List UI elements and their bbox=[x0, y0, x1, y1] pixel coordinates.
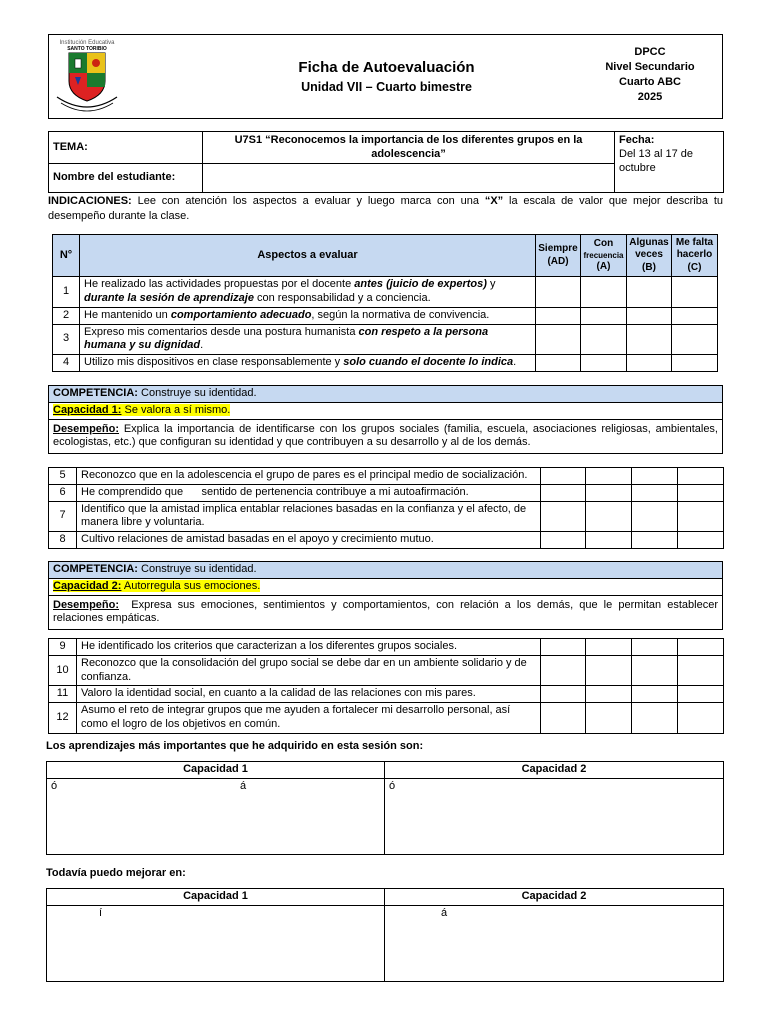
mark-cell-c[interactable] bbox=[678, 686, 724, 703]
row-text-part: con responsabilidad y a conciencia. bbox=[253, 291, 431, 304]
fecha-label: Fecha: bbox=[619, 134, 655, 146]
mark-cell-a[interactable] bbox=[586, 468, 632, 485]
row-text-part: y bbox=[486, 278, 496, 290]
capacidad-2-row bbox=[49, 578, 723, 595]
evaluation-table-1 bbox=[52, 234, 718, 372]
mejorar-cap2-text-a: á bbox=[441, 906, 448, 919]
competencia-label: COMPETENCIA: bbox=[53, 387, 138, 399]
aprendizajes-cap2-input[interactable] bbox=[385, 778, 724, 854]
mejorar-cap2-input[interactable] bbox=[385, 905, 724, 981]
mark-cell-b[interactable] bbox=[632, 468, 678, 485]
mark-cell-ad[interactable] bbox=[536, 324, 581, 355]
mark-cell-c[interactable] bbox=[672, 324, 718, 355]
mark-cell-c[interactable] bbox=[672, 307, 718, 324]
row-number: 2 bbox=[53, 307, 80, 324]
aprendizajes-cap1-text-b: á bbox=[240, 779, 247, 792]
table-header-row bbox=[53, 235, 718, 277]
row-number: 7 bbox=[49, 501, 77, 532]
capacidad-label: Capacidad 1: bbox=[53, 403, 122, 416]
mark-cell-a[interactable] bbox=[581, 324, 627, 355]
col-siempre-header bbox=[536, 235, 581, 277]
mark-cell-c[interactable] bbox=[678, 532, 724, 549]
row-number: 5 bbox=[49, 468, 77, 485]
row-text-emph: solo cuando el docente lo indica bbox=[343, 356, 514, 369]
con-code: (A) bbox=[596, 260, 611, 272]
mark-cell-b[interactable] bbox=[632, 532, 678, 549]
mejorar-cap1-header: Capacidad 1 bbox=[47, 889, 385, 906]
table-row bbox=[49, 484, 724, 501]
table-row bbox=[53, 307, 718, 324]
table-row bbox=[53, 324, 718, 355]
table-row bbox=[49, 468, 724, 485]
mark-cell-c[interactable] bbox=[678, 468, 724, 485]
page-subtitle: Unidad VII – Cuarto bimestre bbox=[301, 80, 472, 94]
course-org: DPCC bbox=[634, 46, 666, 58]
evaluation-table-2 bbox=[48, 467, 724, 549]
desempeno-text: Explica la importancia de identificarse con los grupos sociales (familia, escuela, asociaciones religiosas, ambientales, ecologistas, etc.) que configuran su identidad y que contribuyen a su desarrollo y al de los demás. bbox=[53, 422, 718, 449]
col-num-header: N° bbox=[53, 235, 80, 277]
mark-cell-b[interactable] bbox=[632, 501, 678, 532]
mark-cell-a[interactable] bbox=[586, 532, 632, 549]
row-text-emph: antes (juicio de expertos) bbox=[354, 278, 487, 290]
row-text: Identifico que la amistad implica entablar relaciones basadas en la confianza y el afecto, de manera libre y voluntaria. bbox=[77, 501, 541, 532]
header-box bbox=[48, 34, 723, 119]
competencia-1-row bbox=[49, 386, 723, 403]
school-name-logo-text: Institución Educativa bbox=[59, 40, 115, 46]
row-text-part: He mantenido un bbox=[84, 308, 171, 321]
desempeno-text: Expresa sus emociones, sentimientos y comportamientos, con relación a los demás, que le permitan establecer relaciones empáticas. bbox=[53, 598, 718, 625]
mark-cell-a[interactable] bbox=[586, 501, 632, 532]
siempre-code: (AD) bbox=[547, 255, 569, 267]
mark-cell-ad[interactable] bbox=[541, 484, 586, 501]
row-number: 6 bbox=[49, 484, 77, 501]
table-row bbox=[49, 532, 724, 549]
aprendizajes-cap2-header: Capacidad 2 bbox=[385, 762, 724, 779]
row-text-emph: con respeto a la persona humana y su dignidad bbox=[84, 325, 489, 352]
mark-cell-c[interactable] bbox=[678, 703, 724, 734]
row-text-emph: durante la sesión de aprendizaje bbox=[84, 291, 254, 304]
mark-cell-b[interactable] bbox=[632, 484, 678, 501]
mejorar-cap2-header: Capacidad 2 bbox=[385, 889, 724, 906]
row-text bbox=[80, 324, 536, 355]
frecuencia-label: frecuencia bbox=[583, 250, 624, 260]
capacidad-1-row bbox=[49, 402, 723, 419]
competencia-2-table bbox=[48, 561, 723, 630]
mark-cell-c[interactable] bbox=[678, 501, 724, 532]
table-row bbox=[49, 686, 724, 703]
course-grade: Cuarto ABC bbox=[619, 76, 681, 88]
school-crest-logo bbox=[55, 37, 119, 115]
desempeno-1-row bbox=[49, 419, 723, 453]
mefalta-code: (C) bbox=[687, 261, 702, 273]
col-algunas-header bbox=[627, 235, 672, 277]
mark-cell-ad[interactable] bbox=[541, 468, 586, 485]
mark-cell-ad[interactable] bbox=[541, 703, 586, 734]
row-text-part: Utilizo mis dispositivos en clase responsablemente y bbox=[84, 356, 344, 369]
competencia-label: COMPETENCIA: bbox=[53, 563, 138, 575]
school-motto-logo-text: SANTO TORIBIO bbox=[67, 46, 107, 52]
mark-cell-ad[interactable] bbox=[536, 277, 581, 308]
competencia-text: Construye su identidad. bbox=[141, 563, 257, 575]
aprendizajes-cap2-text-a: ó bbox=[389, 779, 396, 792]
tema-value: U7S1 “Reconocemos la importancia de los diferentes grupos en la adolescencia” bbox=[203, 132, 615, 164]
mark-cell-a[interactable] bbox=[586, 686, 632, 703]
fecha-cell bbox=[615, 132, 724, 193]
page-title: Ficha de Autoevaluación bbox=[298, 59, 475, 76]
mark-cell-ad[interactable] bbox=[541, 532, 586, 549]
capacidad-text: Autorregula sus emociones. bbox=[123, 579, 261, 592]
capacidad-label: Capacidad 2: bbox=[53, 579, 122, 592]
mark-cell-a[interactable] bbox=[586, 639, 632, 656]
tema-label: TEMA: bbox=[49, 132, 203, 164]
mark-cell-ad[interactable] bbox=[541, 686, 586, 703]
course-year: 2025 bbox=[637, 91, 663, 103]
competencia-2-row bbox=[49, 562, 723, 579]
aprendizajes-cap1-header: Capacidad 1 bbox=[47, 762, 385, 779]
mejorar-cap1-input[interactable] bbox=[47, 905, 385, 981]
table-row bbox=[53, 277, 718, 308]
table-row bbox=[49, 655, 724, 686]
row-text: He comprendido que sentido de pertenencia contribuye a mi autoafirmación. bbox=[77, 484, 541, 501]
con-label: Con bbox=[593, 238, 614, 249]
row-text bbox=[80, 355, 536, 372]
row-text: Cultivo relaciones de amistad basadas en el apoyo y crecimiento mutuo. bbox=[77, 532, 541, 549]
mark-cell-c[interactable] bbox=[678, 655, 724, 686]
aprendizajes-cap1-input[interactable] bbox=[47, 778, 385, 854]
evaluation-table-3 bbox=[48, 638, 724, 734]
row-text-part: , según la normativa de convivencia. bbox=[311, 308, 490, 321]
mark-cell-a[interactable] bbox=[581, 307, 627, 324]
col-mefalta-header bbox=[672, 235, 718, 277]
mark-cell-a[interactable] bbox=[586, 703, 632, 734]
siempre-label: Siempre bbox=[538, 243, 578, 254]
info-table bbox=[48, 131, 724, 193]
mark-cell-b[interactable] bbox=[627, 307, 672, 324]
row-text: Reconozco que la consolidación del grupo social se debe dar en un ambiente solidario y de confianza. bbox=[77, 655, 541, 686]
table-row bbox=[49, 639, 724, 656]
indicaciones-mark: “X” bbox=[484, 195, 504, 207]
row-number: 10 bbox=[49, 655, 77, 686]
indicaciones-text-b: la escala de valor que mejor describa tu desempeño durante la clase. bbox=[48, 195, 723, 222]
col-aspect-header: Aspectos a evaluar bbox=[80, 235, 536, 277]
desempeno-2-row bbox=[49, 595, 723, 629]
row-text-part: . bbox=[513, 356, 517, 369]
row-number: 8 bbox=[49, 532, 77, 549]
aprendizajes-cap1-text-a: ó bbox=[51, 779, 58, 792]
row-number: 9 bbox=[49, 639, 77, 656]
mark-cell-a[interactable] bbox=[586, 655, 632, 686]
mark-cell-c[interactable] bbox=[672, 277, 718, 308]
competencia-text: Construye su identidad. bbox=[141, 387, 257, 399]
competencia-1-table bbox=[48, 385, 723, 454]
row-text: Valoro la identidad social, en cuanto a la calidad de las relaciones con mis pares. bbox=[77, 686, 541, 703]
algunas-label: Algunas veces bbox=[629, 236, 669, 261]
mejorar-title: Todavía puedo mejorar en: bbox=[46, 867, 186, 879]
row-text bbox=[80, 277, 536, 308]
row-text: Reconozco que en la adolescencia el grupo de pares es el principal medio de socialización. bbox=[77, 468, 541, 485]
mejorar-cap1-text-a: í bbox=[99, 906, 103, 919]
row-text bbox=[80, 307, 536, 324]
desempeno-label: Desempeño: bbox=[53, 598, 120, 611]
table-row bbox=[53, 355, 718, 372]
mark-cell-ad[interactable] bbox=[541, 655, 586, 686]
nombre-label: Nombre del estudiante: bbox=[49, 164, 203, 193]
mark-cell-a[interactable] bbox=[586, 484, 632, 501]
mark-cell-c[interactable] bbox=[678, 639, 724, 656]
mejorar-table bbox=[46, 888, 724, 982]
mark-cell-b[interactable] bbox=[632, 686, 678, 703]
algunas-code: (B) bbox=[642, 261, 656, 273]
indicaciones-label: INDICACIONES: bbox=[48, 195, 132, 207]
mark-cell-ad[interactable] bbox=[536, 307, 581, 324]
table-row bbox=[49, 703, 724, 734]
aprendizajes-table bbox=[46, 761, 724, 855]
row-number: 1 bbox=[53, 277, 80, 308]
row-text-part: He realizado las actividades propuestas por el docente bbox=[84, 278, 355, 290]
mark-cell-ad[interactable] bbox=[541, 501, 586, 532]
mark-cell-b[interactable] bbox=[627, 355, 672, 372]
indicaciones bbox=[48, 194, 723, 224]
mark-cell-b[interactable] bbox=[632, 655, 678, 686]
course-level: Nivel Secundario bbox=[605, 61, 695, 73]
row-text-part: Expreso mis comentarios desde una postura humanista bbox=[84, 325, 359, 338]
aprendizajes-title: Los aprendizajes más importantes que he adquirido en esta sesión son: bbox=[46, 740, 424, 752]
row-text-emph: comportamiento adecuado bbox=[170, 308, 312, 321]
nombre-input[interactable] bbox=[203, 164, 615, 193]
mark-cell-a[interactable] bbox=[581, 277, 627, 308]
row-number: 11 bbox=[49, 686, 77, 703]
mark-cell-b[interactable] bbox=[632, 639, 678, 656]
row-number: 3 bbox=[53, 324, 80, 355]
mark-cell-c[interactable] bbox=[678, 484, 724, 501]
row-number: 4 bbox=[53, 355, 80, 372]
mark-cell-b[interactable] bbox=[627, 277, 672, 308]
mark-cell-a[interactable] bbox=[581, 355, 627, 372]
row-text-part: . bbox=[200, 339, 204, 352]
mark-cell-b[interactable] bbox=[627, 324, 672, 355]
row-text: He identificado los criterios que caracterizan a los diferentes grupos sociales. bbox=[77, 639, 541, 656]
mefalta-label: Me falta hacerlo bbox=[675, 236, 714, 261]
mark-cell-c[interactable] bbox=[672, 355, 718, 372]
fecha-value: Del 13 al 17 de octubre bbox=[619, 147, 693, 174]
row-number: 12 bbox=[49, 703, 77, 734]
row-text: Asumo el reto de integrar grupos que me ayuden a fortalecer mi desarrollo personal, así como el logro de los objetivos en común. bbox=[77, 703, 541, 734]
course-info bbox=[595, 45, 705, 105]
col-frecuencia-header bbox=[581, 235, 627, 277]
mark-cell-ad[interactable] bbox=[541, 639, 586, 656]
indicaciones-text-a: Lee con atención los aspectos a evaluar y luego marca con una bbox=[137, 195, 485, 207]
mark-cell-b[interactable] bbox=[632, 703, 678, 734]
mark-cell-ad[interactable] bbox=[536, 355, 581, 372]
capacidad-text: Se valora a sí mismo. bbox=[124, 403, 231, 416]
table-row bbox=[49, 501, 724, 532]
desempeno-label: Desempeño: bbox=[53, 422, 120, 435]
